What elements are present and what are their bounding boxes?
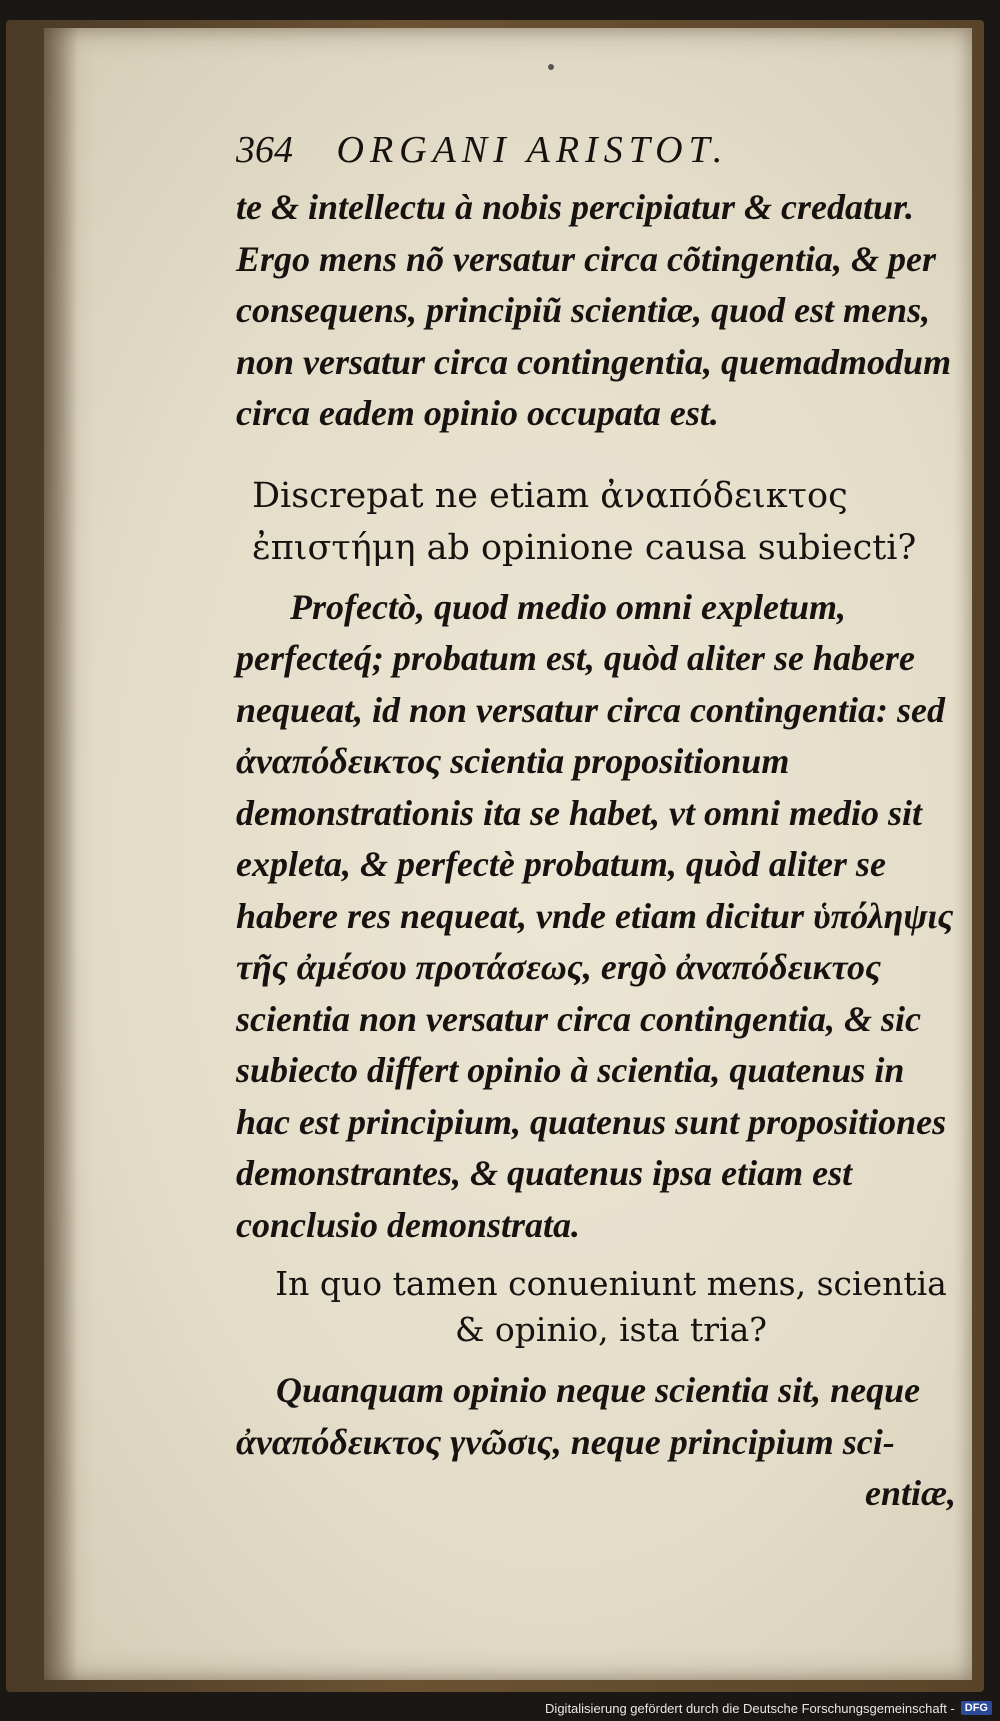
question-heading: In quo tamen conueniunt mens, scientia & opinio, ista tria?: [275, 1264, 947, 1349]
running-head-title: ORGANI ARISTOT.: [336, 129, 729, 171]
answer-text: Quanquam opinio neque scientia sit, neque ἀναπόδεικτος γνῶσις, neque principium sci-: [236, 1370, 921, 1462]
answer-paragraph: Profectò, quod medio omni expletum, perfecteq́; probatum est, quòd aliter se habere nequeat, id non versatur circa contingentia: sed ἀναπόδεικτος scientia propositionum demonstrationis ita se habet, vt omni medio sit expleta, & perfectè probatum, quòd aliter se habere res nequeat, vnde etiam dicitur ὑπόληψις τῆς ἀμέσου προτάσεως, ergò ἀναπόδεικτος scientia non versatur circa contingentia, & sic subiecto differt opinio à scientia, quatenus in hac est principium, quatenus sunt propositiones demonstrantes, & quatenus ipsa etiam est conclusio demonstrata.: [236, 586, 954, 1245]
digitization-footer: [545, 1697, 992, 1719]
page-gutter-shadow: [44, 28, 78, 1680]
dfg-logo: DFG: [961, 1701, 992, 1715]
page-speck: [548, 64, 554, 70]
page-text-block: [236, 128, 956, 1520]
paragraph-continuation: te & intellectu à nobis percipiatur & credatur. Ergo mens nõ versatur circa cõtingentia, & per consequens, principiũ scientiæ, quod est mens, non versatur circa contingentia, quemadmodum circa eadem opinio occupata est.: [236, 187, 952, 433]
question-heading: Discrepat ne etiam ἀναπόδεικτος ἐπιστήμη ab opinione causa subiecti?: [252, 475, 917, 568]
answer-paragraph: [236, 1365, 956, 1520]
funding-credit: Digitalisierung gefördert durch die Deutsche Forschungsgemeinschaft -: [545, 1700, 955, 1716]
catchword: entiæ,: [864, 1473, 956, 1513]
page-number: 364: [236, 129, 293, 171]
running-header: [236, 128, 956, 176]
